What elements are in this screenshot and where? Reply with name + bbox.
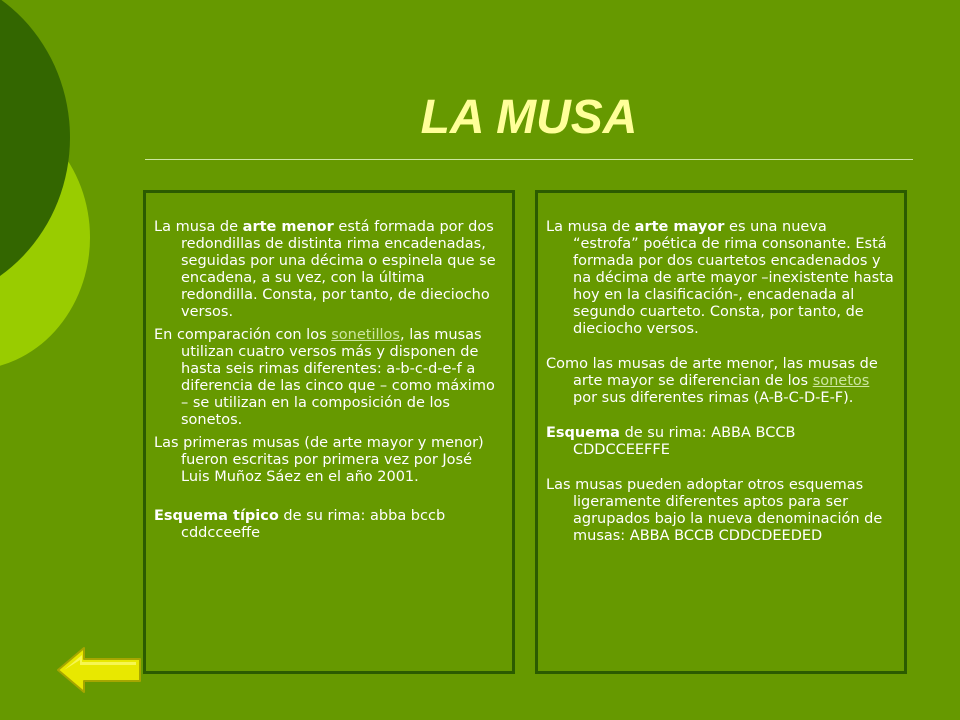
sonetos-link[interactable]: sonetos [812, 373, 870, 389]
left-paragraph-3: Las primeras musas (de arte mayor y menor) fueron escritas por primera vez por José Luis Muñoz Sáez en el año 2001. [154, 435, 484, 485]
left-text-panel [143, 190, 515, 674]
right-paragraph-4: Las musas pueden adoptar otros esquemas ligeramente diferentes aptos para ser agrupados bajo la nueva denominación de musas: ABBA BCCB CDDCDEEDED [546, 477, 883, 544]
left-paragraph-1: La musa de arte menor está formada por dos redondillas de distinta rima encadenadas, seguidas por una décima o espinela que se encadena, a su vez, con la última redondilla. Consta, por tanto, de dieciocho versos. [154, 219, 496, 320]
right-paragraph-1: La musa de arte mayor es una nueva “estrofa” poética de rima consonante. Está formada por dos cuartetos encadenados y na décima de arte mayor –inexistente hasta hoy en la clasificación-, encadenada al segundo cuarteto. Consta, por tanto, de dieciocho versos. [546, 219, 894, 337]
sonetillos-link[interactable]: sonetillos [331, 327, 400, 343]
right-paragraph-3: Esquema de su rima: ABBA BCCB CDDCCEEFFE [546, 425, 796, 458]
left-arrow-icon [56, 646, 142, 694]
back-arrow-button[interactable] [56, 646, 142, 694]
left-paragraph-2: En comparación con los sonetillos, las musas utilizan cuatro versos más y disponen de hasta seis rimas diferentes: a-b-c-d-e-f a diferencia de las cinco que – como máximo – se utilizan en la composición de los sonetos. [154, 327, 495, 428]
left-paragraph-4: Esquema típico de su rima: abba bccb cddcceeffe [154, 508, 446, 541]
slide-title: LA MUSA [420, 91, 638, 144]
right-text-panel [535, 190, 907, 674]
right-paragraph-2: Como las musas de arte menor, las musas de arte mayor se diferencian de los sonetos por sus diferentes rimas (A-B-C-D-E-F). [546, 356, 878, 406]
title-divider [145, 159, 913, 160]
